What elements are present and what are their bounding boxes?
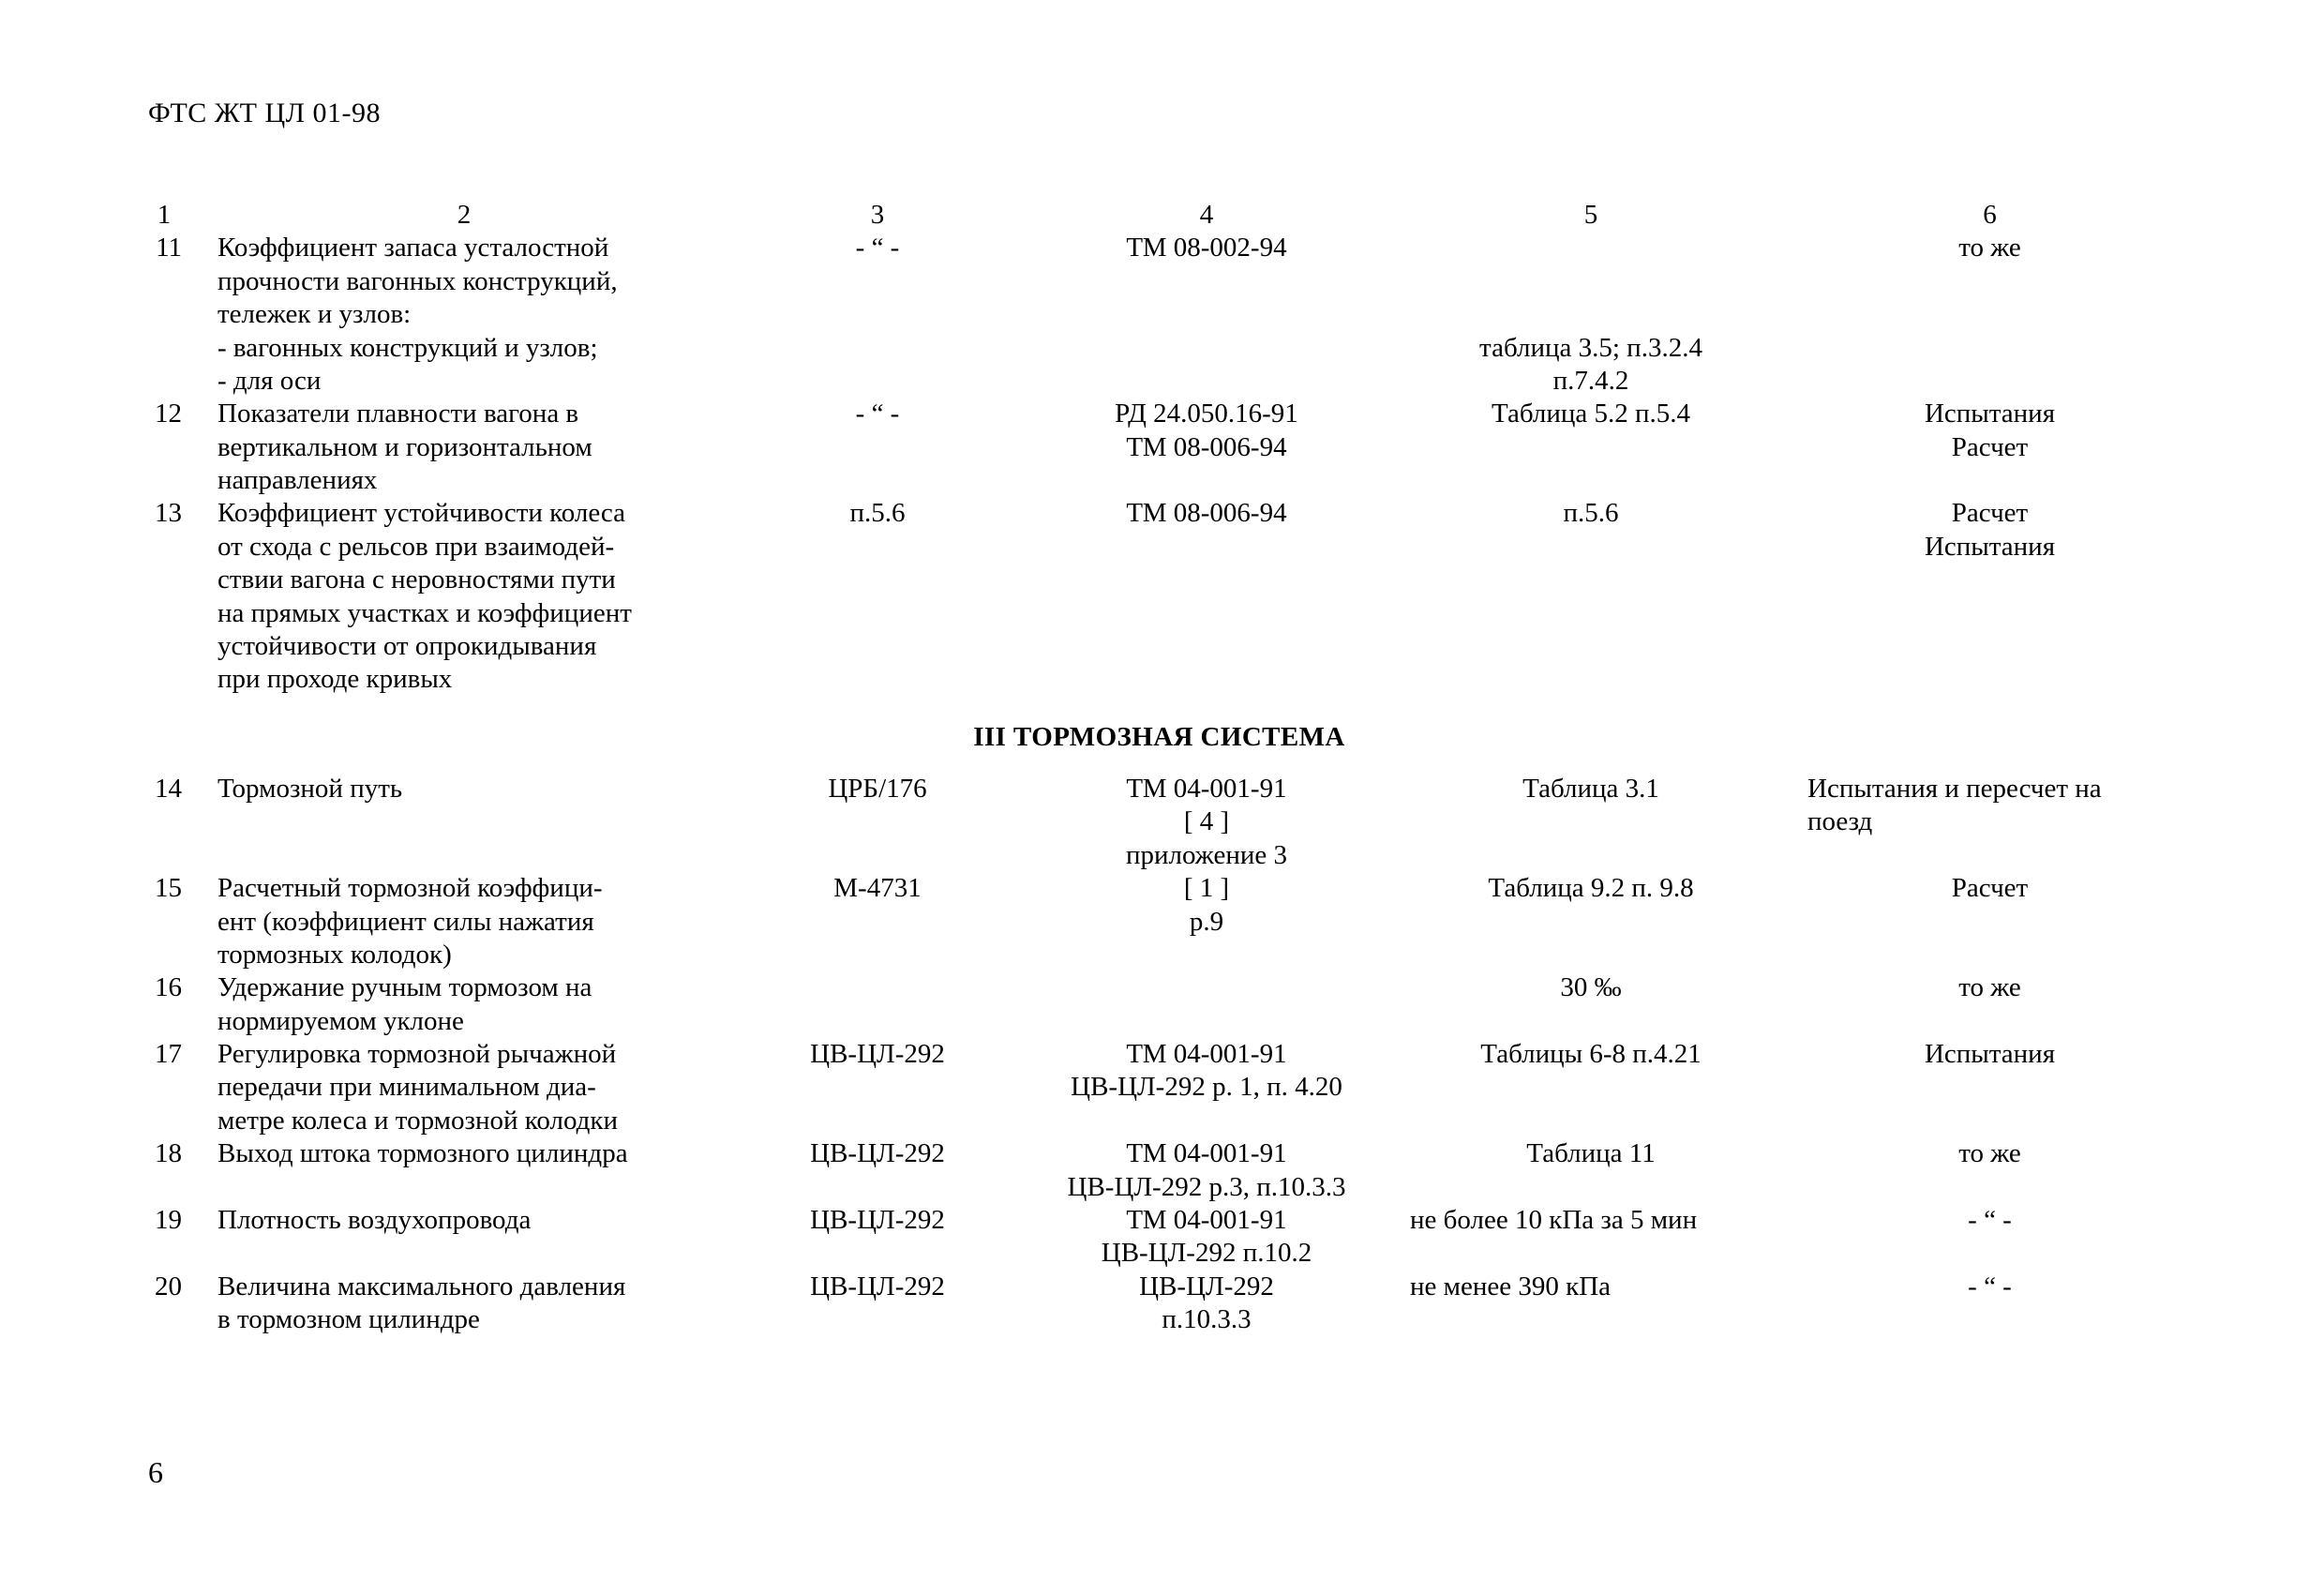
row-col4	[1024, 971, 1389, 1038]
row-name	[197, 872, 731, 971]
text-line: - вагонных конструкций и узлов;	[217, 332, 598, 363]
text-line: РД 24.050.16-91	[1115, 399, 1298, 429]
row-col4	[1024, 1204, 1389, 1271]
row-col6	[1792, 398, 2187, 497]
table-header-row	[131, 199, 2187, 232]
requirements-table-container	[131, 199, 2187, 1336]
row-name	[197, 1271, 731, 1337]
row-col4	[1024, 232, 1389, 398]
column-header-4: 4	[1199, 200, 1214, 230]
row-col4	[1024, 872, 1389, 971]
row-col5	[1389, 1137, 1792, 1204]
text-line: Коэффициент устойчивости колеса	[217, 498, 626, 529]
row-number-lines	[131, 232, 182, 264]
text-line: ЦВ-ЦЛ-292	[1139, 1271, 1274, 1302]
row-number	[131, 232, 197, 398]
text-line: М-4731	[833, 873, 922, 904]
row-number	[131, 971, 197, 1038]
row-number	[131, 1038, 197, 1137]
row-name	[197, 497, 731, 696]
text-line: Расчетный тормозной коэффици-	[217, 873, 603, 904]
text-line: р.9	[1189, 906, 1224, 937]
column-header-1: 1	[157, 200, 172, 230]
row-col5	[1389, 872, 1792, 971]
text-line: - для оси	[217, 365, 322, 396]
section-title-row	[131, 697, 2187, 773]
text-line: Удержание ручным тормозом на	[217, 972, 592, 1003]
text-line: Регулировка тормозной рычажной	[217, 1039, 617, 1069]
text-line: Величина максимального давления	[217, 1271, 626, 1302]
text-line: таблица 3.5; п.3.2.4	[1479, 332, 1702, 363]
text-line: то же	[1958, 972, 2021, 1003]
text-line: ТМ 04-001-91	[1126, 1138, 1287, 1169]
row-number	[131, 1204, 197, 1271]
text-line: 11	[156, 233, 182, 263]
text-line: Показатели плавности вагона в	[217, 399, 579, 429]
text-line: Испытания и пересчет на	[1807, 774, 2102, 804]
text-line	[731, 971, 1024, 1004]
row-col3	[731, 1038, 1024, 1137]
text-line: [ 4 ]	[1183, 806, 1230, 837]
text-line: ЦВ-ЦЛ-292	[810, 1138, 945, 1169]
text-line: 30 ‰	[1560, 972, 1622, 1003]
row-number	[131, 1271, 197, 1337]
row-col3	[731, 232, 1024, 398]
column-header-6: 6	[1983, 200, 1997, 230]
text-line: Тормозной путь	[217, 774, 403, 804]
table-row	[131, 773, 2187, 872]
row-number	[131, 773, 197, 872]
row-col5	[1389, 232, 1792, 398]
row-col3	[731, 1271, 1024, 1337]
text-line: - “ -	[855, 399, 900, 429]
table-row	[131, 1137, 2187, 1204]
row-col6	[1792, 1204, 2187, 1271]
text-line: п.5.6	[849, 498, 906, 529]
row-col4	[1024, 1038, 1389, 1137]
text-line: ЦВ-ЦЛ-292 п.10.2	[1101, 1238, 1312, 1269]
row-col5	[1389, 398, 1792, 497]
row-col3	[731, 773, 1024, 872]
row-col6	[1792, 232, 2187, 398]
table-row	[131, 1038, 2187, 1137]
text-line: ЦРБ/176	[828, 774, 927, 804]
row-number	[131, 1137, 197, 1204]
text-line: ЦВ-ЦЛ-292	[810, 1039, 945, 1069]
row-name	[197, 398, 731, 497]
text-line: ЦВ-ЦЛ-292	[810, 1204, 945, 1235]
page-number: 6	[148, 1455, 163, 1489]
row-col5	[1389, 773, 1792, 872]
row-col6	[1792, 773, 2187, 872]
text-line: ТМ 04-001-91	[1126, 774, 1287, 804]
requirements-table	[131, 199, 2187, 1336]
text-line: Испытания	[1924, 531, 2056, 562]
row-col4	[1024, 1137, 1389, 1204]
table-row	[131, 497, 2187, 696]
text-line: то же	[1958, 233, 2021, 263]
row-name-lines	[217, 232, 731, 398]
text-line: Таблица 11	[1526, 1138, 1656, 1169]
text-line: Испытания	[1924, 399, 2056, 429]
text-line: тележек и узлов:	[217, 299, 412, 330]
row-col6	[1792, 1137, 2187, 1204]
row-col3	[731, 971, 1024, 1038]
text-line: Расчет	[1951, 431, 2029, 462]
text-line: на прямых участках и коэффициент	[217, 597, 632, 628]
text-line: 16	[155, 972, 182, 1003]
text-line: нормируемом уклоне	[217, 1005, 464, 1036]
text-line: Расчет	[1951, 498, 2029, 529]
row-col4	[1024, 1271, 1389, 1337]
row-col4-lines	[1024, 232, 1389, 264]
row-col6	[1792, 497, 2187, 696]
text-line: 17	[155, 1039, 182, 1069]
text-line: ЦВ-ЦЛ-292 р.3, п.10.3.3	[1067, 1171, 1346, 1202]
text-line: - “ -	[1968, 1271, 2012, 1302]
text-line	[1389, 298, 1792, 331]
section-title: III ТОРМОЗНАЯ СИСТЕМА	[973, 721, 1345, 752]
text-line: не менее 390 кПа	[1410, 1271, 1612, 1302]
text-line: - “ -	[855, 233, 900, 263]
text-line: ТМ 08-006-94	[1126, 431, 1287, 462]
text-line: Коэффициент запаса усталостной	[217, 233, 609, 263]
text-line: ствии вагона с неровностями пути	[217, 564, 616, 595]
row-col5	[1389, 971, 1792, 1038]
row-col4	[1024, 497, 1389, 696]
text-line: не более 10 кПа за 5 мин	[1410, 1204, 1698, 1235]
text-line: от схода с рельсов при взаимодей-	[217, 531, 615, 562]
row-name	[197, 232, 731, 398]
table-row	[131, 872, 2187, 971]
text-line: ЦВ-ЦЛ-292 р. 1, п. 4.20	[1071, 1072, 1342, 1103]
text-line: 20	[155, 1271, 182, 1302]
text-line: п.10.3.3	[1162, 1304, 1252, 1334]
row-name	[197, 1038, 731, 1137]
row-col3	[731, 398, 1024, 497]
text-line: Таблицы 6-8 п.4.21	[1480, 1039, 1702, 1069]
row-name	[197, 1137, 731, 1204]
text-line: метре колеса и тормозной колодки	[217, 1105, 618, 1136]
text-line: в тормозном цилиндре	[217, 1304, 480, 1334]
text-line: при проходе кривых	[217, 664, 453, 695]
column-header-5: 5	[1583, 200, 1598, 230]
text-line: устойчивости от опрокидывания	[217, 630, 597, 661]
text-line: Выход штока тормозного цилиндра	[217, 1138, 628, 1169]
row-col3	[731, 1137, 1024, 1204]
table-row	[131, 1271, 2187, 1337]
row-col5	[1389, 1204, 1792, 1271]
text-line: 13	[155, 498, 182, 529]
text-line: то же	[1958, 1138, 2021, 1169]
text-line: приложение 3	[1126, 839, 1287, 870]
text-line: ТМ 04-001-91	[1126, 1204, 1287, 1235]
row-col5	[1389, 1038, 1792, 1137]
row-number	[131, 497, 197, 696]
row-name	[197, 971, 731, 1038]
text-line: поезд	[1807, 806, 1873, 837]
document-header: ФТС ЖТ ЦЛ 01-98	[148, 98, 381, 128]
row-col6	[1792, 872, 2187, 971]
text-line: Таблица 9.2 п. 9.8	[1488, 873, 1694, 904]
text-line: п.7.4.2	[1552, 365, 1629, 396]
text-line	[1389, 232, 1792, 264]
row-col4	[1024, 773, 1389, 872]
row-col6	[1792, 1038, 2187, 1137]
row-col6	[1792, 971, 2187, 1038]
row-col3	[731, 497, 1024, 696]
text-line: 14	[155, 774, 182, 804]
text-line: передачи при минимальном диа-	[217, 1072, 596, 1103]
column-header-2: 2	[457, 200, 472, 230]
text-line: ЦВ-ЦЛ-292	[810, 1271, 945, 1302]
text-line: направлениях	[217, 465, 378, 495]
text-line: прочности вагонных конструкций,	[217, 265, 618, 296]
table-row	[131, 398, 2187, 497]
row-name	[197, 1204, 731, 1271]
row-number	[131, 872, 197, 971]
text-line: тормозных колодок)	[217, 939, 452, 970]
text-line: [ 1 ]	[1183, 873, 1230, 904]
text-line: п.5.6	[1563, 498, 1619, 529]
row-name	[197, 773, 731, 872]
text-line: 12	[155, 399, 182, 429]
text-line: Плотность воздухопровода	[217, 1204, 532, 1235]
text-line: ент (коэффициент силы нажатия	[217, 906, 594, 937]
row-col3-lines	[731, 232, 1024, 264]
row-col3	[731, 872, 1024, 971]
text-line: ТМ 08-002-94	[1126, 233, 1287, 263]
text-line: - “ -	[1968, 1204, 2012, 1235]
text-line: ТМ 08-006-94	[1126, 498, 1287, 529]
table-row	[131, 971, 2187, 1038]
text-line: 18	[155, 1138, 182, 1169]
text-line	[1024, 971, 1389, 1004]
text-line	[1389, 265, 1792, 298]
text-line: ТМ 04-001-91	[1126, 1039, 1287, 1069]
row-col5	[1389, 1271, 1792, 1337]
text-line: Таблица 3.1	[1522, 774, 1659, 804]
text-line: Испытания	[1924, 1039, 2056, 1069]
text-line: вертикальном и горизонтальном	[217, 431, 592, 462]
row-col5	[1389, 497, 1792, 696]
table-row	[131, 1204, 2187, 1271]
row-col5-lines	[1389, 232, 1792, 398]
text-line: Таблица 5.2 п.5.4	[1491, 399, 1691, 429]
column-header-3: 3	[870, 200, 885, 230]
text-line: 15	[155, 873, 182, 904]
row-col4	[1024, 398, 1389, 497]
row-col6-lines	[1792, 232, 2187, 264]
row-col6	[1792, 1271, 2187, 1337]
table-row	[131, 232, 2187, 398]
row-number	[131, 398, 197, 497]
text-line: 19	[155, 1204, 182, 1235]
row-col3	[731, 1204, 1024, 1271]
text-line: Расчет	[1951, 873, 2029, 904]
